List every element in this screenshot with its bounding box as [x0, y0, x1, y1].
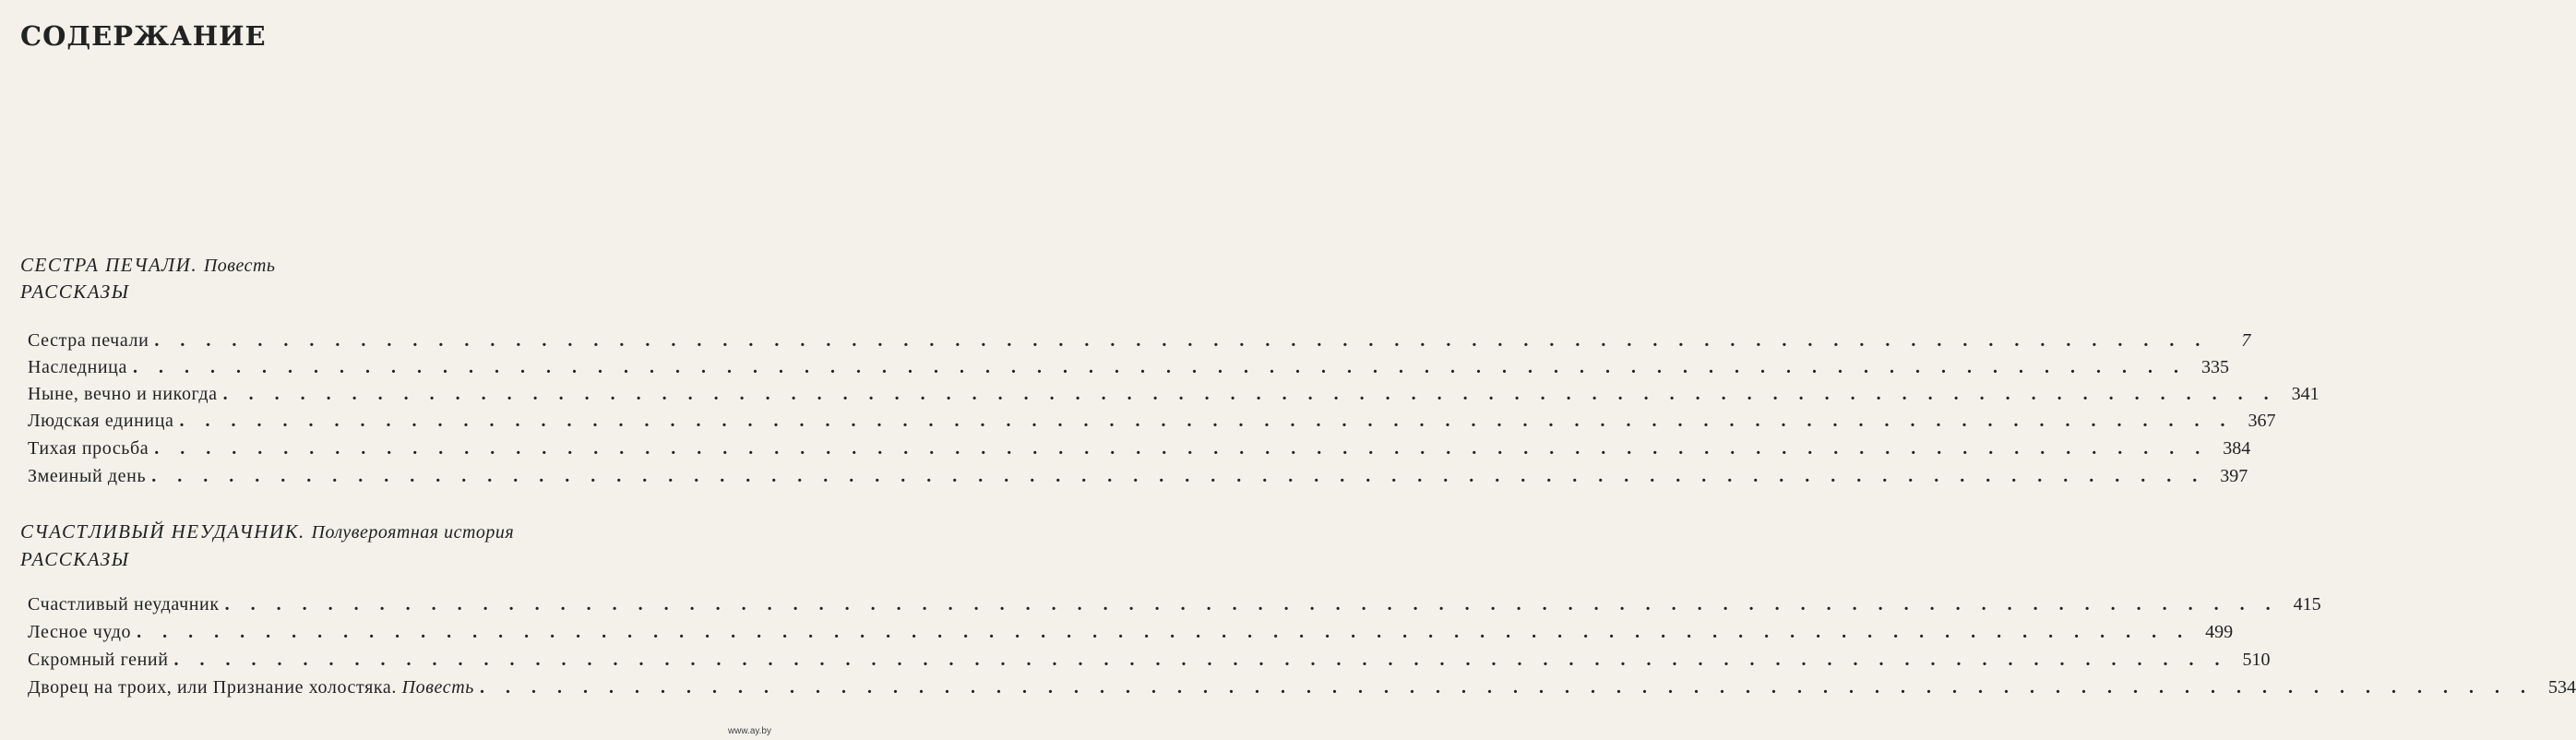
toc-entry-title: Змеиный день [28, 466, 147, 486]
toc-entry [28, 431, 2251, 459]
toc-leader-dots: . . . . . . . . . . . . . . . . . . . . . . . . . . . . . . . . . . . . . . . . . . . . . . . . . . . . . . . . . . . . . . . . . . . . . . . . . . . . . . . . [132, 357, 2187, 377]
toc-leader-dots: . . . . . . . . . . . . . . . . . . . . . . . . . . . . . . . . . . . . . . . . . . . . . . . . . . . . . . . . . . . . . . . . . . . . . . . . . . . . . . . . [151, 466, 2206, 486]
toc-leader-dots: . . . . . . . . . . . . . . . . . . . . . . . . . . . . . . . . . . . . . . . . . . . . . . . . . . . . . . . . . . . . . . . . . . . . . . . . . . . . . . . . [173, 650, 2228, 670]
toc-entry-title: Скромный гений [28, 650, 169, 670]
toc-entry [28, 642, 2271, 670]
section-1-subheading: РАССКАЗЫ [20, 280, 130, 303]
page-title: СОДЕРЖАНИЕ [20, 20, 267, 52]
toc-entry-title: Сестра печали [28, 330, 149, 351]
toc-entry-title-main: Дворец на троих, или Признание холостяка. [28, 677, 397, 698]
toc-entry-title: Счастливый неудачник [28, 594, 220, 615]
toc-entry [28, 459, 2248, 486]
toc-leader-dots: . . . . . . . . . . . . . . . . . . . . . . . . . . . . . . . . . . . . . . . . . . . . . . . . . . . . . . . . . . . . . . . . . . . . . . . . . . . . . . . . [137, 622, 2191, 642]
toc-entry [28, 350, 2229, 377]
toc-leader-dots: . . . . . . . . . . . . . . . . . . . . . . . . . . . . . . . . . . . . . . . . . . . . . . . . . . . . . . . . . . . . . . . . . . . . . . . . . . . . . . . . [154, 438, 2209, 459]
toc-leader-dots: . . . . . . . . . . . . . . . . . . . . . . . . . . . . . . . . . . . . . . . . . . . . . . . . . . . . . . . . . . . . . . . . . . . . . . . . . . . . . . . . [224, 594, 2279, 615]
toc-entry [28, 403, 2276, 431]
toc-leader-dots: . . . . . . . . . . . . . . . . . . . . . . . . . . . . . . . . . . . . . . . . . . . . . . . . . . . . . . . . . . . . . . . . . . . . . . . . . . . . . . . . [222, 384, 2277, 404]
watermark: www.ay.by [727, 726, 771, 736]
section-1-heading [20, 254, 276, 277]
toc-entry-title: Ныне, вечно и никогда [28, 384, 218, 404]
toc-leader-dots: . . . . . . . . . . . . . . . . . . . . . . . . . . . . . . . . . . . . . . . . . . . . . . . . . . . . . . . . . . . . . . . . . . . . . . . . . . . . . . . . [154, 330, 2209, 351]
toc-entry-page: 7 [2241, 330, 2251, 351]
toc-entry-title: Наследница [28, 357, 127, 377]
toc-leader-dots: . . . . . . . . . . . . . . . . . . . . . . . . . . . . . . . . . . . . . . . . . . . . . . . . . . . . . . . . . . . . . . . . . . . . . . . . . . . . . . . . [179, 411, 2234, 431]
toc-entry-page: 534 [2547, 677, 2576, 698]
toc-entry-page: 384 [2223, 438, 2251, 459]
toc-entry [28, 323, 2251, 351]
toc-entry-page: 341 [2291, 384, 2320, 404]
toc-entry [28, 615, 2234, 642]
section-2-title: СЧАСТЛИВЫЙ НЕУДАЧНИК. [20, 520, 305, 543]
section-2-heading [20, 520, 514, 543]
toc-entry-page: 397 [2220, 466, 2248, 486]
toc-entry [28, 376, 2320, 404]
toc-entry-page: 367 [2248, 411, 2276, 431]
toc-entry [28, 587, 2321, 615]
toc-entry-title: Тихая просьба [28, 438, 149, 459]
toc-leader-dots: . . . . . . . . . . . . . . . . . . . . . . . . . . . . . . . . . . . . . . . . . . . . . . . . . . . . . . . . . . . . . . . . . . . . . . . . . . . . . . . . [479, 677, 2534, 698]
toc-entry-page: 510 [2242, 650, 2271, 670]
toc-entry-page: 335 [2200, 357, 2229, 377]
section-1-title: СЕСТРА ПЕЧАЛИ. [20, 254, 198, 276]
section-1-genre: Повесть [203, 256, 276, 276]
section-2-genre: Полувероятная история [311, 522, 515, 543]
toc-entry-title [28, 677, 474, 698]
toc-entry-title: Лесное чудо [28, 622, 132, 642]
toc-entry-page: 499 [2205, 622, 2234, 642]
toc-entry-title: Людская единица [28, 411, 174, 431]
toc-entry-page: 415 [2293, 594, 2321, 615]
toc-entry [28, 670, 2576, 698]
section-2-subheading: РАССКАЗЫ [20, 548, 130, 570]
toc-entry-title-genre: Повесть [401, 677, 474, 698]
